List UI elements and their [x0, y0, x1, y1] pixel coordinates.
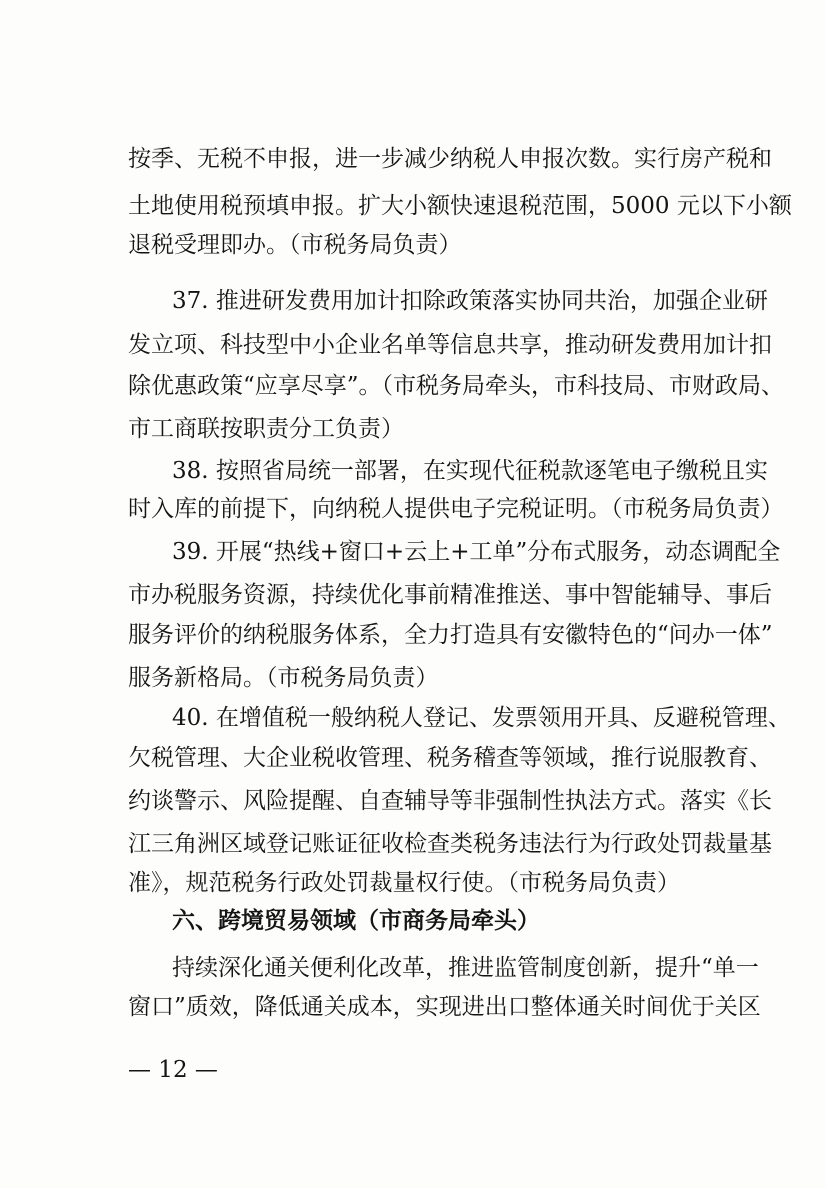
text-line: 市办税服务资源，持续优化事前精准推送、事中智能辅导、事后 [128, 582, 772, 608]
paragraph-40-start: 40. 在增值税一般纳税人登记、发票领用开具、反避税管理、 [172, 705, 791, 731]
text-line: 除优惠政策“应享尽享”。（市税务局牵头，市科技局、市财政局、 [128, 373, 785, 399]
text-line: 约谈警示、风险提醒、自查辅导等非强制性执法方式。落实《长 [128, 788, 772, 814]
text-line: 时入库的前提下，向纳税人提供电子完税证明。（市税务局负责） [128, 496, 784, 522]
text-line: 江三角洲区域登记账证征收检查类税务违法行为行政处罚裁量基 [128, 831, 772, 857]
page-number: — 12 — [128, 1057, 218, 1083]
text-line: 服务评价的纳税服务体系，全力打造具有安徽特色的“问办一体” [128, 622, 773, 648]
text-line: 退税受理即办。（市税务局负责） [128, 232, 462, 258]
paragraph-37-start: 37. 推进研发费用加计扣除政策落实协同共治，加强企业研 [172, 288, 768, 314]
paragraph-start: 持续深化通关便利化改革，推进监管制度创新，提升“单一 [172, 955, 759, 981]
text-line: 窗口”质效，降低通关成本，实现进出口整体通关时间优于关区 [128, 994, 761, 1020]
paragraph-39-start: 39. 开展“热线+窗口+云上+工单”分布式服务，动态调配全 [172, 539, 781, 565]
text-line: 按季、无税不申报，进一步减少纳税人申报次数。实行房产税和 [128, 146, 772, 172]
text-line: 欠税管理、大企业税收管理、税务稽查等领域，推行说服教育、 [128, 745, 772, 771]
paragraph-38-start: 38. 按照省局统一部署，在实现代征税款逐笔电子缴税且实 [172, 458, 768, 484]
text-line: 发立项、科技型中小企业名单等信息共享，推动研发费用加计扣 [128, 332, 772, 358]
text-line: 土地使用税预填申报。扩大小额快速退税范围，5000 元以下小额 [128, 193, 792, 219]
text-line: 服务新格局。（市税务局负责） [128, 665, 439, 691]
section-heading: 六、跨境贸易领域（市商务局牵头） [172, 908, 540, 934]
text-line: 准》，规范税务行政处罚裁量权行使。（市税务局负责） [128, 870, 680, 896]
text-line: 市工商联按职责分工负责） [128, 416, 404, 442]
